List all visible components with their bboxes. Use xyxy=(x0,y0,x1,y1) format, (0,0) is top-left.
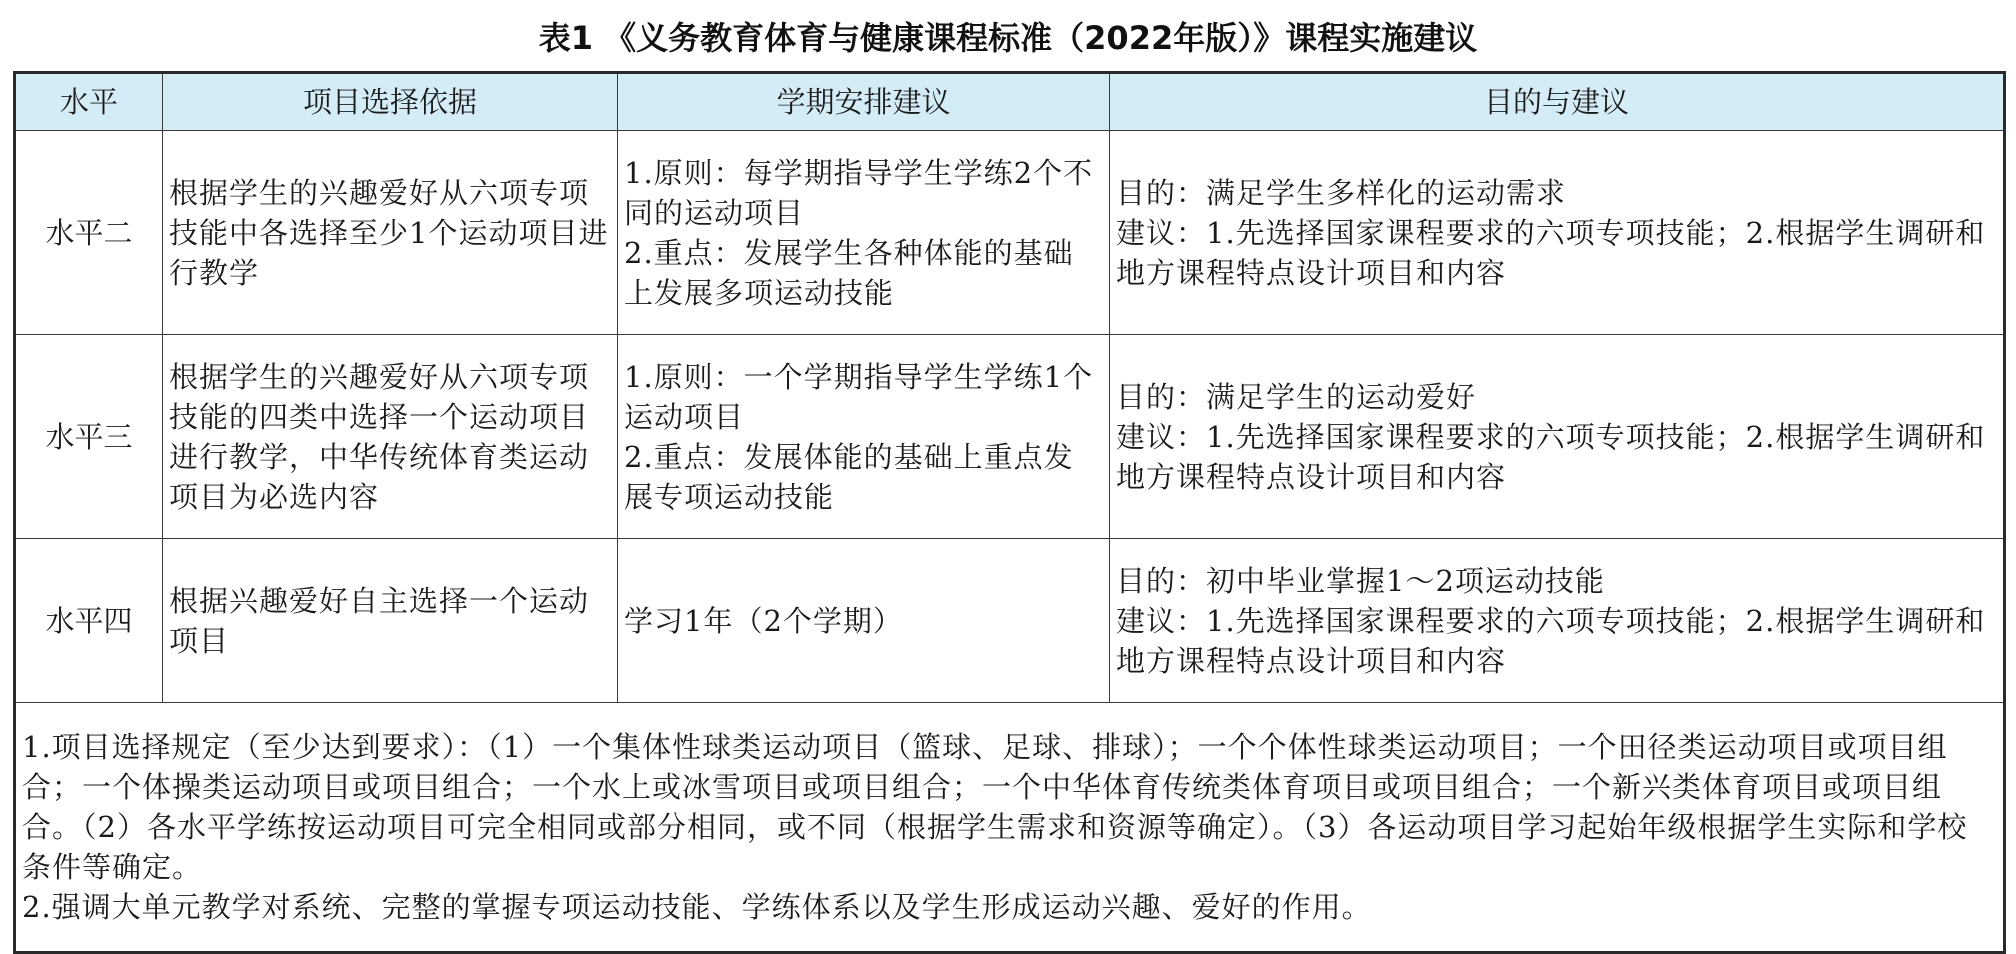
basis-cell: 根据学生的兴趣爱好从六项专项技能中各选择至少1个运动项目进行教学 xyxy=(163,131,618,335)
purpose-text: 目的：初中毕业掌握1～2项运动技能 xyxy=(1116,563,1605,598)
notes-row xyxy=(15,703,2005,953)
suggestion-text: 建议：1.先选择国家课程要求的六项专项技能；2.根据学生调研和地方课程特点设计项目和内容 xyxy=(1116,215,1986,290)
table-row xyxy=(15,335,2005,539)
notes-cell xyxy=(15,703,2005,953)
purpose-cell xyxy=(1110,539,2005,703)
level-cell: 水平三 xyxy=(15,335,163,539)
purpose-cell xyxy=(1110,131,2005,335)
purpose-text: 目的：满足学生多样化的运动需求 xyxy=(1116,175,1567,210)
purpose-cell xyxy=(1110,335,2005,539)
curriculum-table xyxy=(13,71,2006,954)
level-cell: 水平二 xyxy=(15,131,163,335)
basis-cell: 根据兴趣爱好自主选择一个运动项目 xyxy=(163,539,618,703)
level-cell: 水平四 xyxy=(15,539,163,703)
schedule-cell xyxy=(618,539,1110,703)
header-schedule: 学期安排建议 xyxy=(618,73,1110,131)
schedule-cell xyxy=(618,335,1110,539)
table-row xyxy=(15,131,2005,335)
header-basis: 项目选择依据 xyxy=(163,73,618,131)
table-header-row xyxy=(15,73,2005,131)
suggestion-text: 建议：1.先选择国家课程要求的六项专项技能；2.根据学生调研和地方课程特点设计项目和内容 xyxy=(1116,603,1986,678)
schedule-cell xyxy=(618,131,1110,335)
note-item: 2.强调大单元教学对系统、完整的掌握专项运动技能、学练体系以及学生形成运动兴趣、爱好的作用。 xyxy=(22,890,1372,924)
table-row xyxy=(15,539,2005,703)
table-title: 表1 《义务教育体育与健康课程标准（2022年版）》课程实施建议 xyxy=(538,19,1478,57)
purpose-text: 目的：满足学生的运动爱好 xyxy=(1116,379,1477,414)
schedule-line: 1.原则：每学期指导学生学练2个不同的运动项目 xyxy=(624,155,1094,230)
schedule-line: 2.重点：发展学生各种体能的基础上发展多项运动技能 xyxy=(624,235,1074,310)
schedule-line: 2.重点：发展体能的基础上重点发展专项运动技能 xyxy=(624,439,1074,514)
note-item: 1.项目选择规定（至少达到要求）：（1）一个集体性球类运动项目（篮球、足球、排球）；一个个体性球类运动项目；一个田径类运动项目或项目组合；一个体操类运动项目或项目组合；一个水上或冰雪项目或项目组合；一个中华体育传统类体育项目或项目组合；一个新兴类体育项目或项目组合。（2）各水平学练按运动项目可完全相同或部分相同，或不同（根据学生需求和资源等确定）。（3）各运动项目学习起始年级根据学生实际和学校条件等确定。 xyxy=(22,730,1968,884)
header-purpose: 目的与建议 xyxy=(1110,73,2005,131)
suggestion-text: 建议：1.先选择国家课程要求的六项专项技能；2.根据学生调研和地方课程特点设计项目和内容 xyxy=(1116,419,1986,494)
basis-cell: 根据学生的兴趣爱好从六项专项技能的四类中选择一个运动项目进行教学，中华传统体育类运动项目为必选内容 xyxy=(163,335,618,539)
header-level: 水平 xyxy=(15,73,163,131)
schedule-line: 1.原则：一个学期指导学生学练1个运动项目 xyxy=(624,359,1094,434)
schedule-line: 学习1年（2个学期） xyxy=(624,603,903,638)
